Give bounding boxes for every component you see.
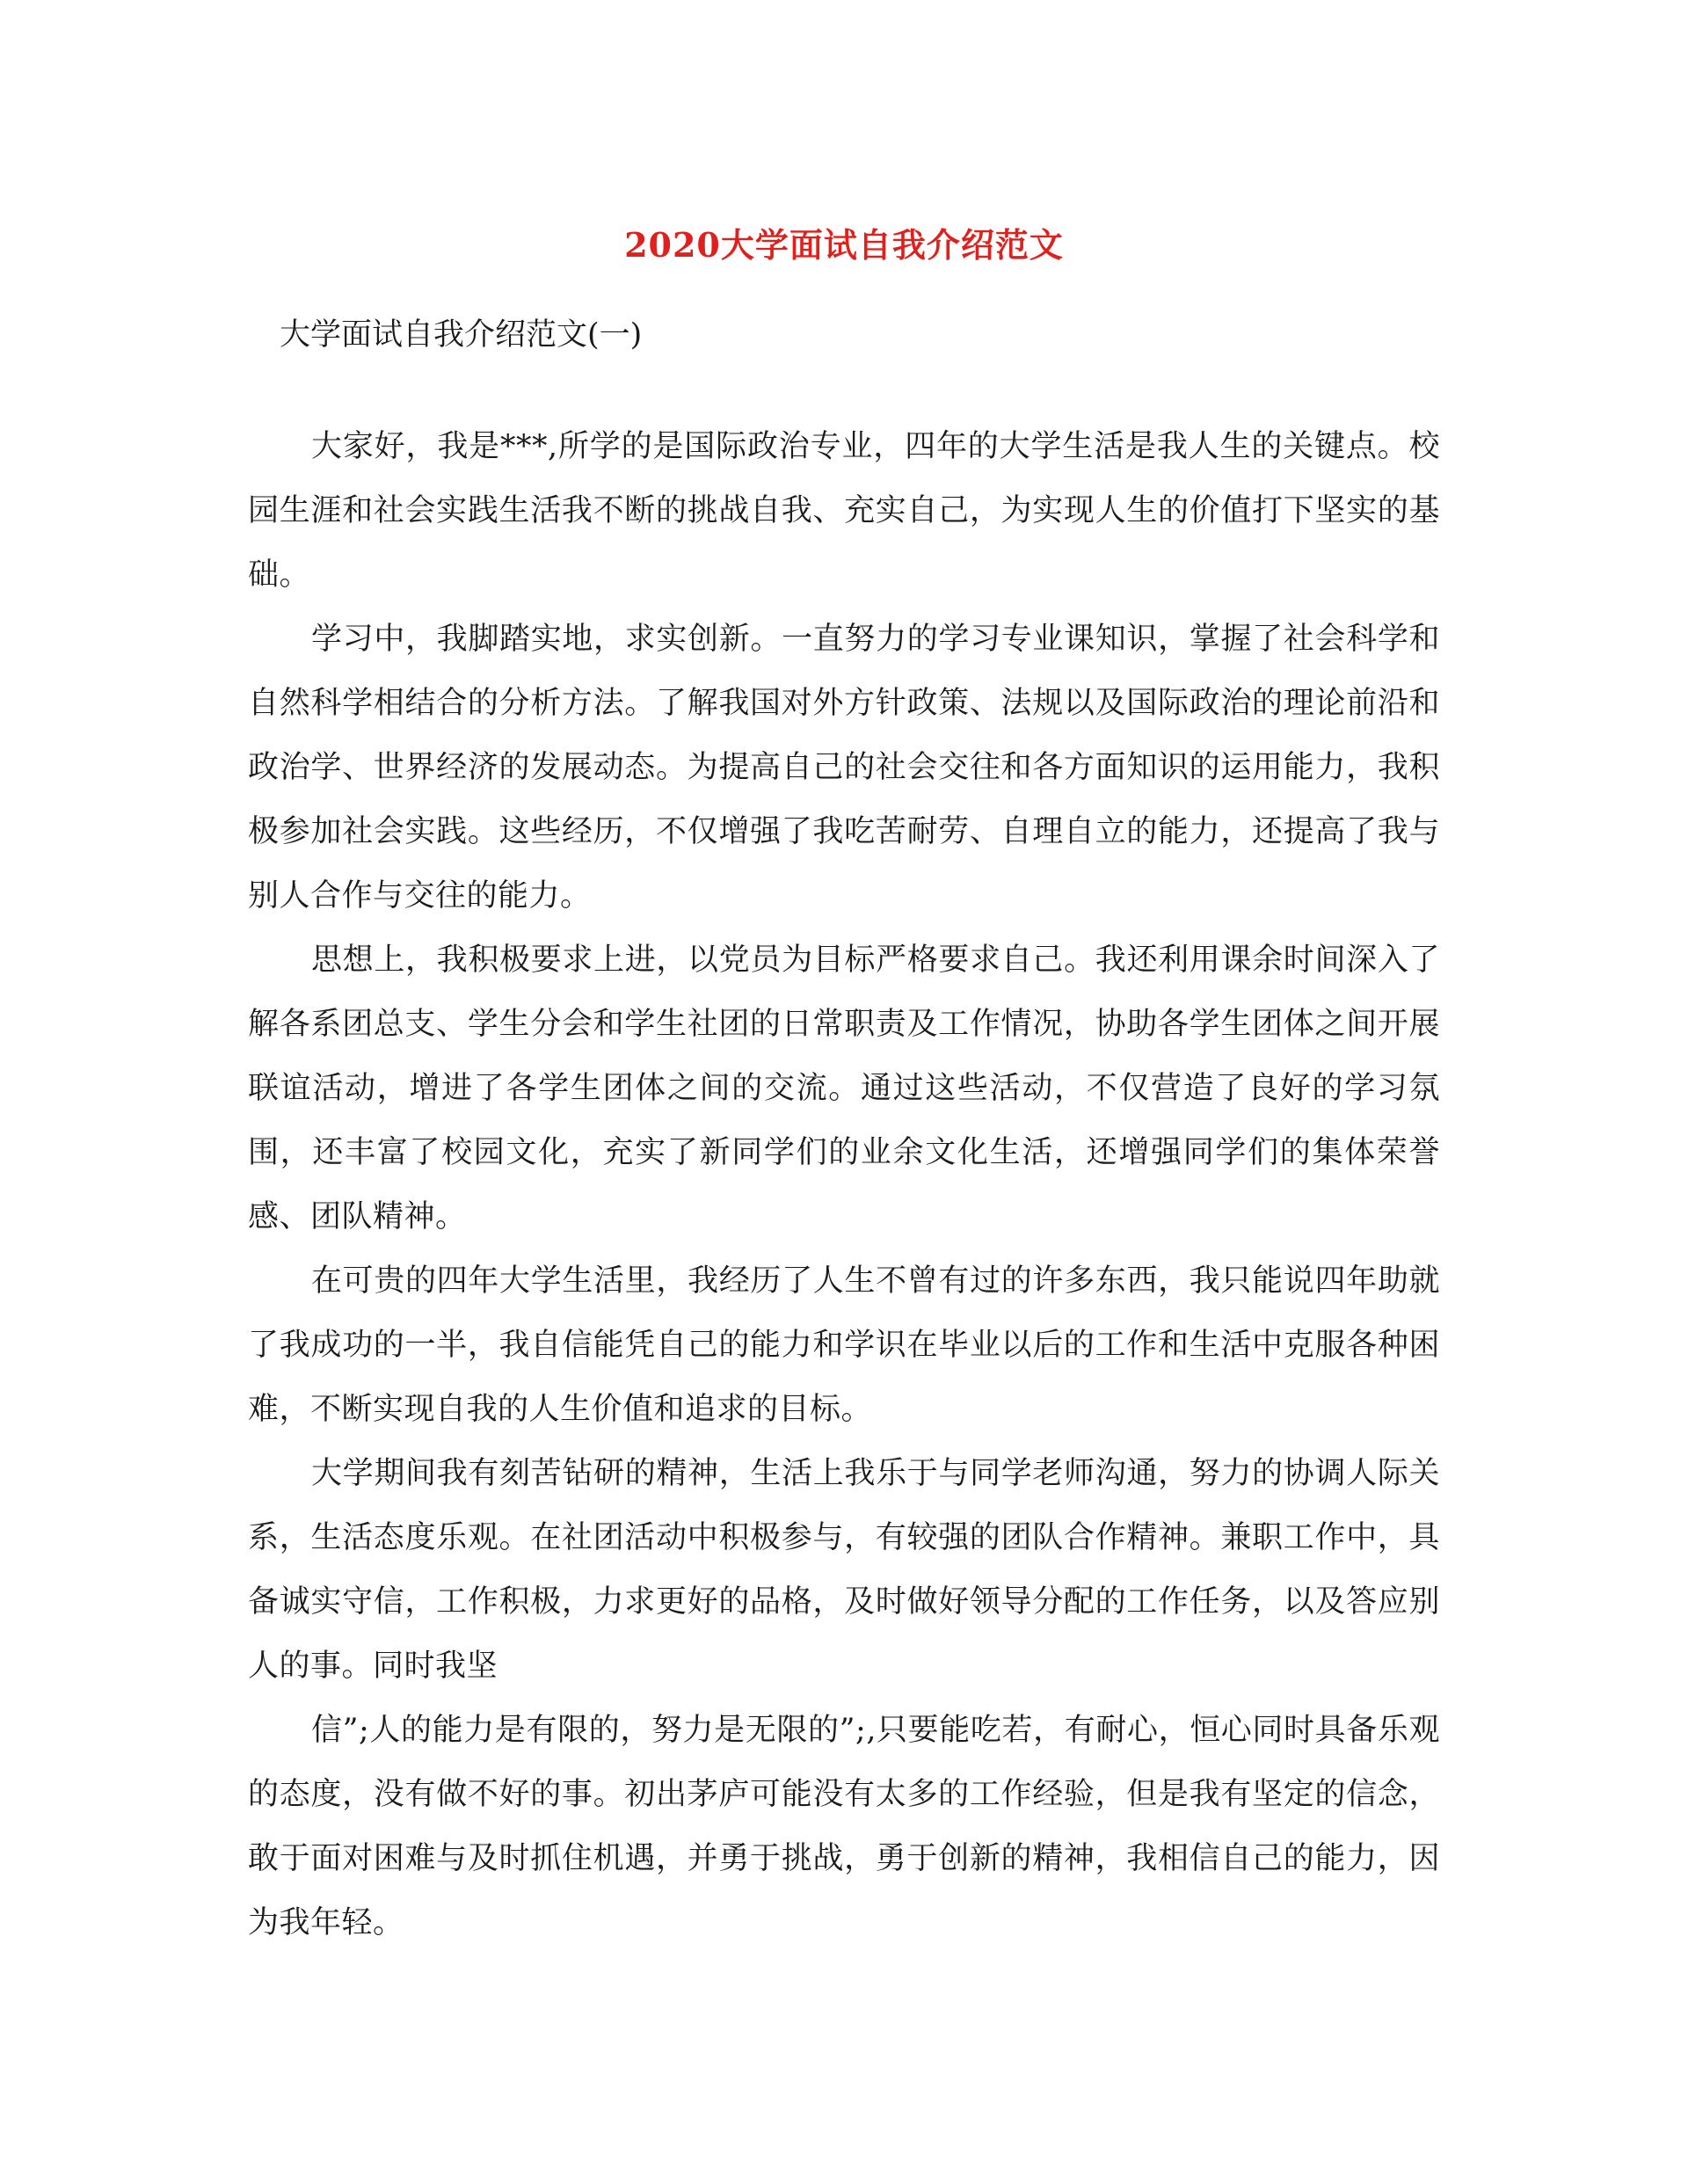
paragraph: 思想上，我积极要求上进，以党员为目标严格要求自己。我还利用课余时间深入了解各系团总支、学生分会和学生社团的日常职责及工作情况，协助各学生团体之间开展联谊活动，增进了各学生团体之间的交流。通过这些活动，不仅营造了良好的学习氛围，还丰富了校园文化，充实了新同学们的业余文化生活，还增强同学们的集体荣誉感、团队精神。 [248, 943, 1440, 1234]
paragraph: 信”;人的能力是有限的，努力是无限的”;,只要能吃若，有耐心，恒心同时具备乐观的态度，没有做不好的事。初出茅庐可能没有太多的工作经验，但是我有坚定的信念，敢于面对困难与及时抓住机遇，并勇于挑战，勇于创新的精神，我相信自己的能力，因为我年轻。 [248, 1713, 1440, 1940]
paragraph: 学习中，我脚踏实地，求实创新。一直努力的学习专业课知识，掌握了社会科学和自然科学相结合的分析方法。了解我国对外方针政策、法规以及国际政治的理论前沿和政治学、世界经济的发展动态。为提高自己的社会交往和各方面知识的运用能力，我积极参加社会实践。这些经历，不仅增强了我吃苦耐劳、自理自立的能力，还提高了我与别人合作与交往的能力。 [248, 622, 1440, 914]
paragraph: 大家好，我是***,所学的是国际政治专业，四年的大学生活是我人生的关键点。校园生涯和社会实践生活我不断的挑战自我、充实自己，为实现人生的价值打下坚实的基础。 [248, 429, 1440, 593]
document-body [248, 415, 1440, 1955]
paragraph: 大学期间我有刻苦钻研的精神，生活上我乐于与同学老师沟通，努力的协调人际关系，生活态度乐观。在社团活动中积极参与，有较强的团队合作精神。兼职工作中，具备诚实守信，工作积极，力求更好的品格，及时做好领导分配的工作任务，以及答应别人的事。同时我坚 [248, 1456, 1440, 1684]
section-subtitle: 大学面试自我介绍范文(一) [280, 317, 643, 353]
paragraph: 在可贵的四年大学生活里，我经历了人生不曾有过的许多东西，我只能说四年助就了我成功的一半，我自信能凭自己的能力和学识在毕业以后的工作和生活中克服各种困难，不断实现自我的人生价值和追求的目标。 [248, 1263, 1440, 1427]
document-title: 2020大学面试自我介绍范文 [624, 225, 1064, 265]
